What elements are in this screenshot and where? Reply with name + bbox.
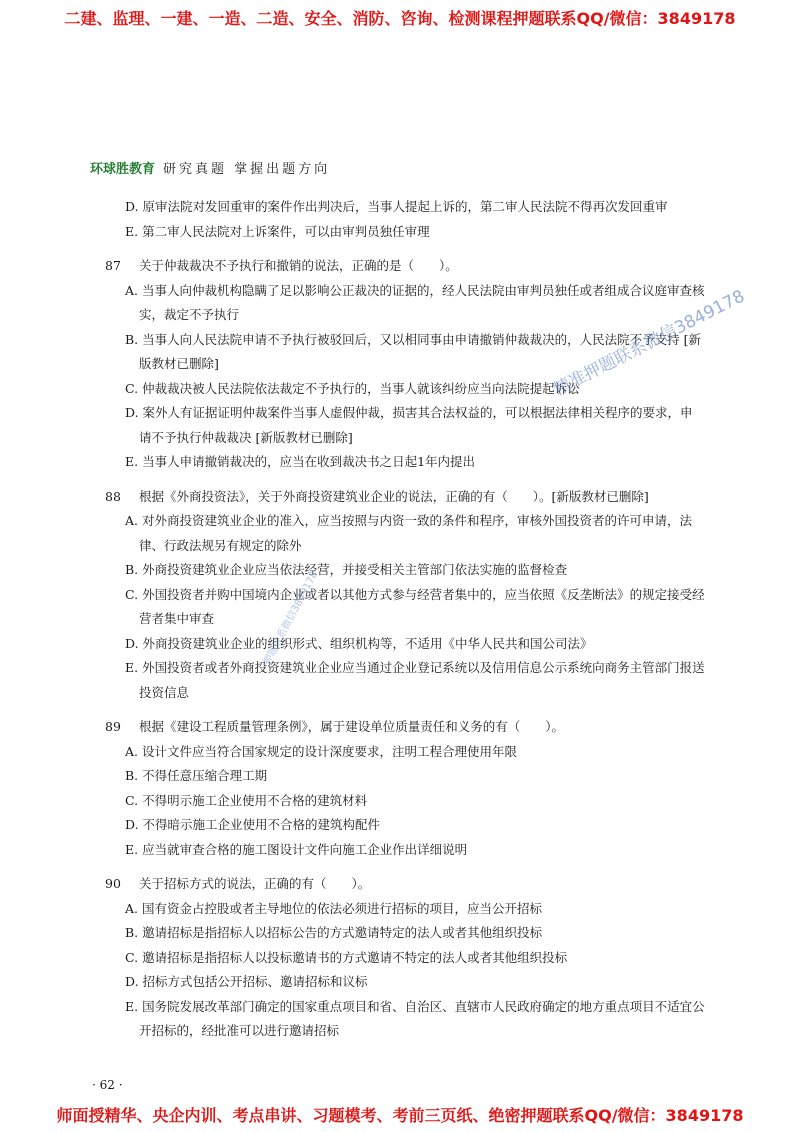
option-e: E. 外国投资者或者外商投资建筑业企业应当通过企业登记系统以及信用信息公示系统向商务主管部门报送投资信息: [125, 660, 705, 700]
page-number: · 62 ·: [92, 1078, 123, 1092]
option-line: D. 原审法院对发回重审的案件作出判决后，当事人提起上诉的，第二审人民法院不得再次发回重审: [125, 199, 668, 214]
question-number: 87: [105, 258, 121, 273]
option-c: C. 外国投资者并购中国境内企业或者以其他方式参与经营者集中的，应当依照《反垄断法》的规定接受经营者集中审查: [125, 586, 705, 626]
option-a: A. 国有资金占控股或者主导地位的依法必须进行招标的项目，应当公开招标: [125, 900, 542, 916]
option-b: B. 当事人向人民法院申请不予执行被驳回后，又以相同事由申请撤销仲裁裁决的，人民法院不予支持 [新版教材已删除]: [125, 331, 701, 371]
question-number: 89: [105, 719, 121, 734]
bottom-banner: 师面授精华、央企内训、考点串讲、习题模考、考前三页纸、绝密押题联系QQ/微信：3849178: [56, 1106, 744, 1125]
publisher-logo: 环球胜教育: [90, 162, 156, 177]
option-a: A. 设计文件应当符合国家规定的设计深度要求，注明工程合理使用年限: [125, 743, 517, 759]
option-a: A. 对外商投资建筑业企业的准入，应当按照与内资一致的条件和程序，审核外国投资者的许可申请，法律、行政法规另有规定的除外: [125, 513, 692, 553]
page-header: [90, 158, 330, 177]
option-d: D. 案外人有证据证明仲裁案件当事人虚假仲裁，损害其合法权益的，可以根据法律相关程序的要求，申请不予执行仲裁裁决 [新版教材已删除]: [125, 405, 693, 445]
question-89: [105, 715, 705, 862]
question-stem-row: [105, 485, 705, 510]
question-number: 88: [105, 488, 121, 504]
question-content: [105, 195, 705, 1044]
question-stem: 关于仲裁裁决不予执行和撤销的说法，正确的是（ ）。: [139, 258, 458, 273]
question-88: [105, 485, 705, 706]
watermark: 押题联系微信3849178: [261, 569, 321, 668]
question-stem-row: [105, 254, 705, 279]
watermark: 精准押题联系微信3849178: [550, 286, 748, 401]
option-e: E. 当事人申请撤销裁决的，应当在收到裁决书之日起1年内提出: [125, 454, 476, 469]
top-banner: 二建、监理、一建、一造、二造、安全、消防、咨询、检测课程押题联系QQ/微信：3849178: [64, 9, 736, 28]
option-e: E. 应当就审查合格的施工图设计文件向施工企业作出详细说明: [125, 841, 468, 857]
option-b: B. 外商投资建筑业企业应当依法经营，并接受相关主管部门依法实施的监督检查: [125, 562, 568, 577]
question-stem: 根据《建设工程质量管理条例》，属于建设单位质量责任和义务的有（ ）。: [139, 719, 565, 734]
question-90: [105, 872, 705, 1044]
header-slogan: 研究真题 掌握出题方向: [163, 162, 331, 177]
question-number: 90: [105, 876, 121, 891]
option-c: C. 不得明示施工企业使用不合格的建筑材料: [125, 792, 368, 808]
option-b: B. 不得任意压缩合理工期: [125, 768, 268, 783]
question-stem: 根据《外商投资法》，关于外商投资建筑业企业的说法，正确的有（ ）。[新版教材已删除]: [139, 488, 649, 504]
option-d: D. 招标方式包括公开招标、邀请招标和议标: [125, 974, 368, 989]
question-stem-row: [105, 872, 705, 897]
question-stem-row: [105, 715, 705, 740]
option-b: B. 邀请招标是指招标人以招标公告的方式邀请特定的法人或者其他组织投标: [125, 925, 543, 940]
option-c: C. 邀请招标是指招标人以投标邀请书的方式邀请不特定的法人或者其他组织投标: [125, 949, 568, 965]
option-d: D. 外商投资建筑业企业的组织形式、组织机构等，不适用《中华人民共和国公司法》: [125, 635, 593, 651]
option-line: E. 第二审人民法院对上诉案件，可以由审判员独任审理: [125, 223, 430, 239]
option-a: A. 当事人向仲裁机构隐瞒了足以影响公正裁决的证据的，经人民法院由审判员独任或者组成合议庭审查核实，裁定不予执行: [125, 282, 705, 322]
option-c: C. 仲裁裁决被人民法院依法裁定不予执行的，当事人就该纠纷应当向法院提起诉讼: [125, 380, 580, 396]
option-e: E. 国务院发展改革部门确定的国家重点项目和省、自治区、直辖市人民政府确定的地方重点项目不适宜公开招标的，经批准可以进行邀请招标: [125, 998, 705, 1038]
option-d: D. 不得暗示施工企业使用不合格的建筑构配件: [125, 817, 381, 832]
question-stem: 关于招标方式的说法，正确的有（ ）。: [139, 876, 371, 891]
